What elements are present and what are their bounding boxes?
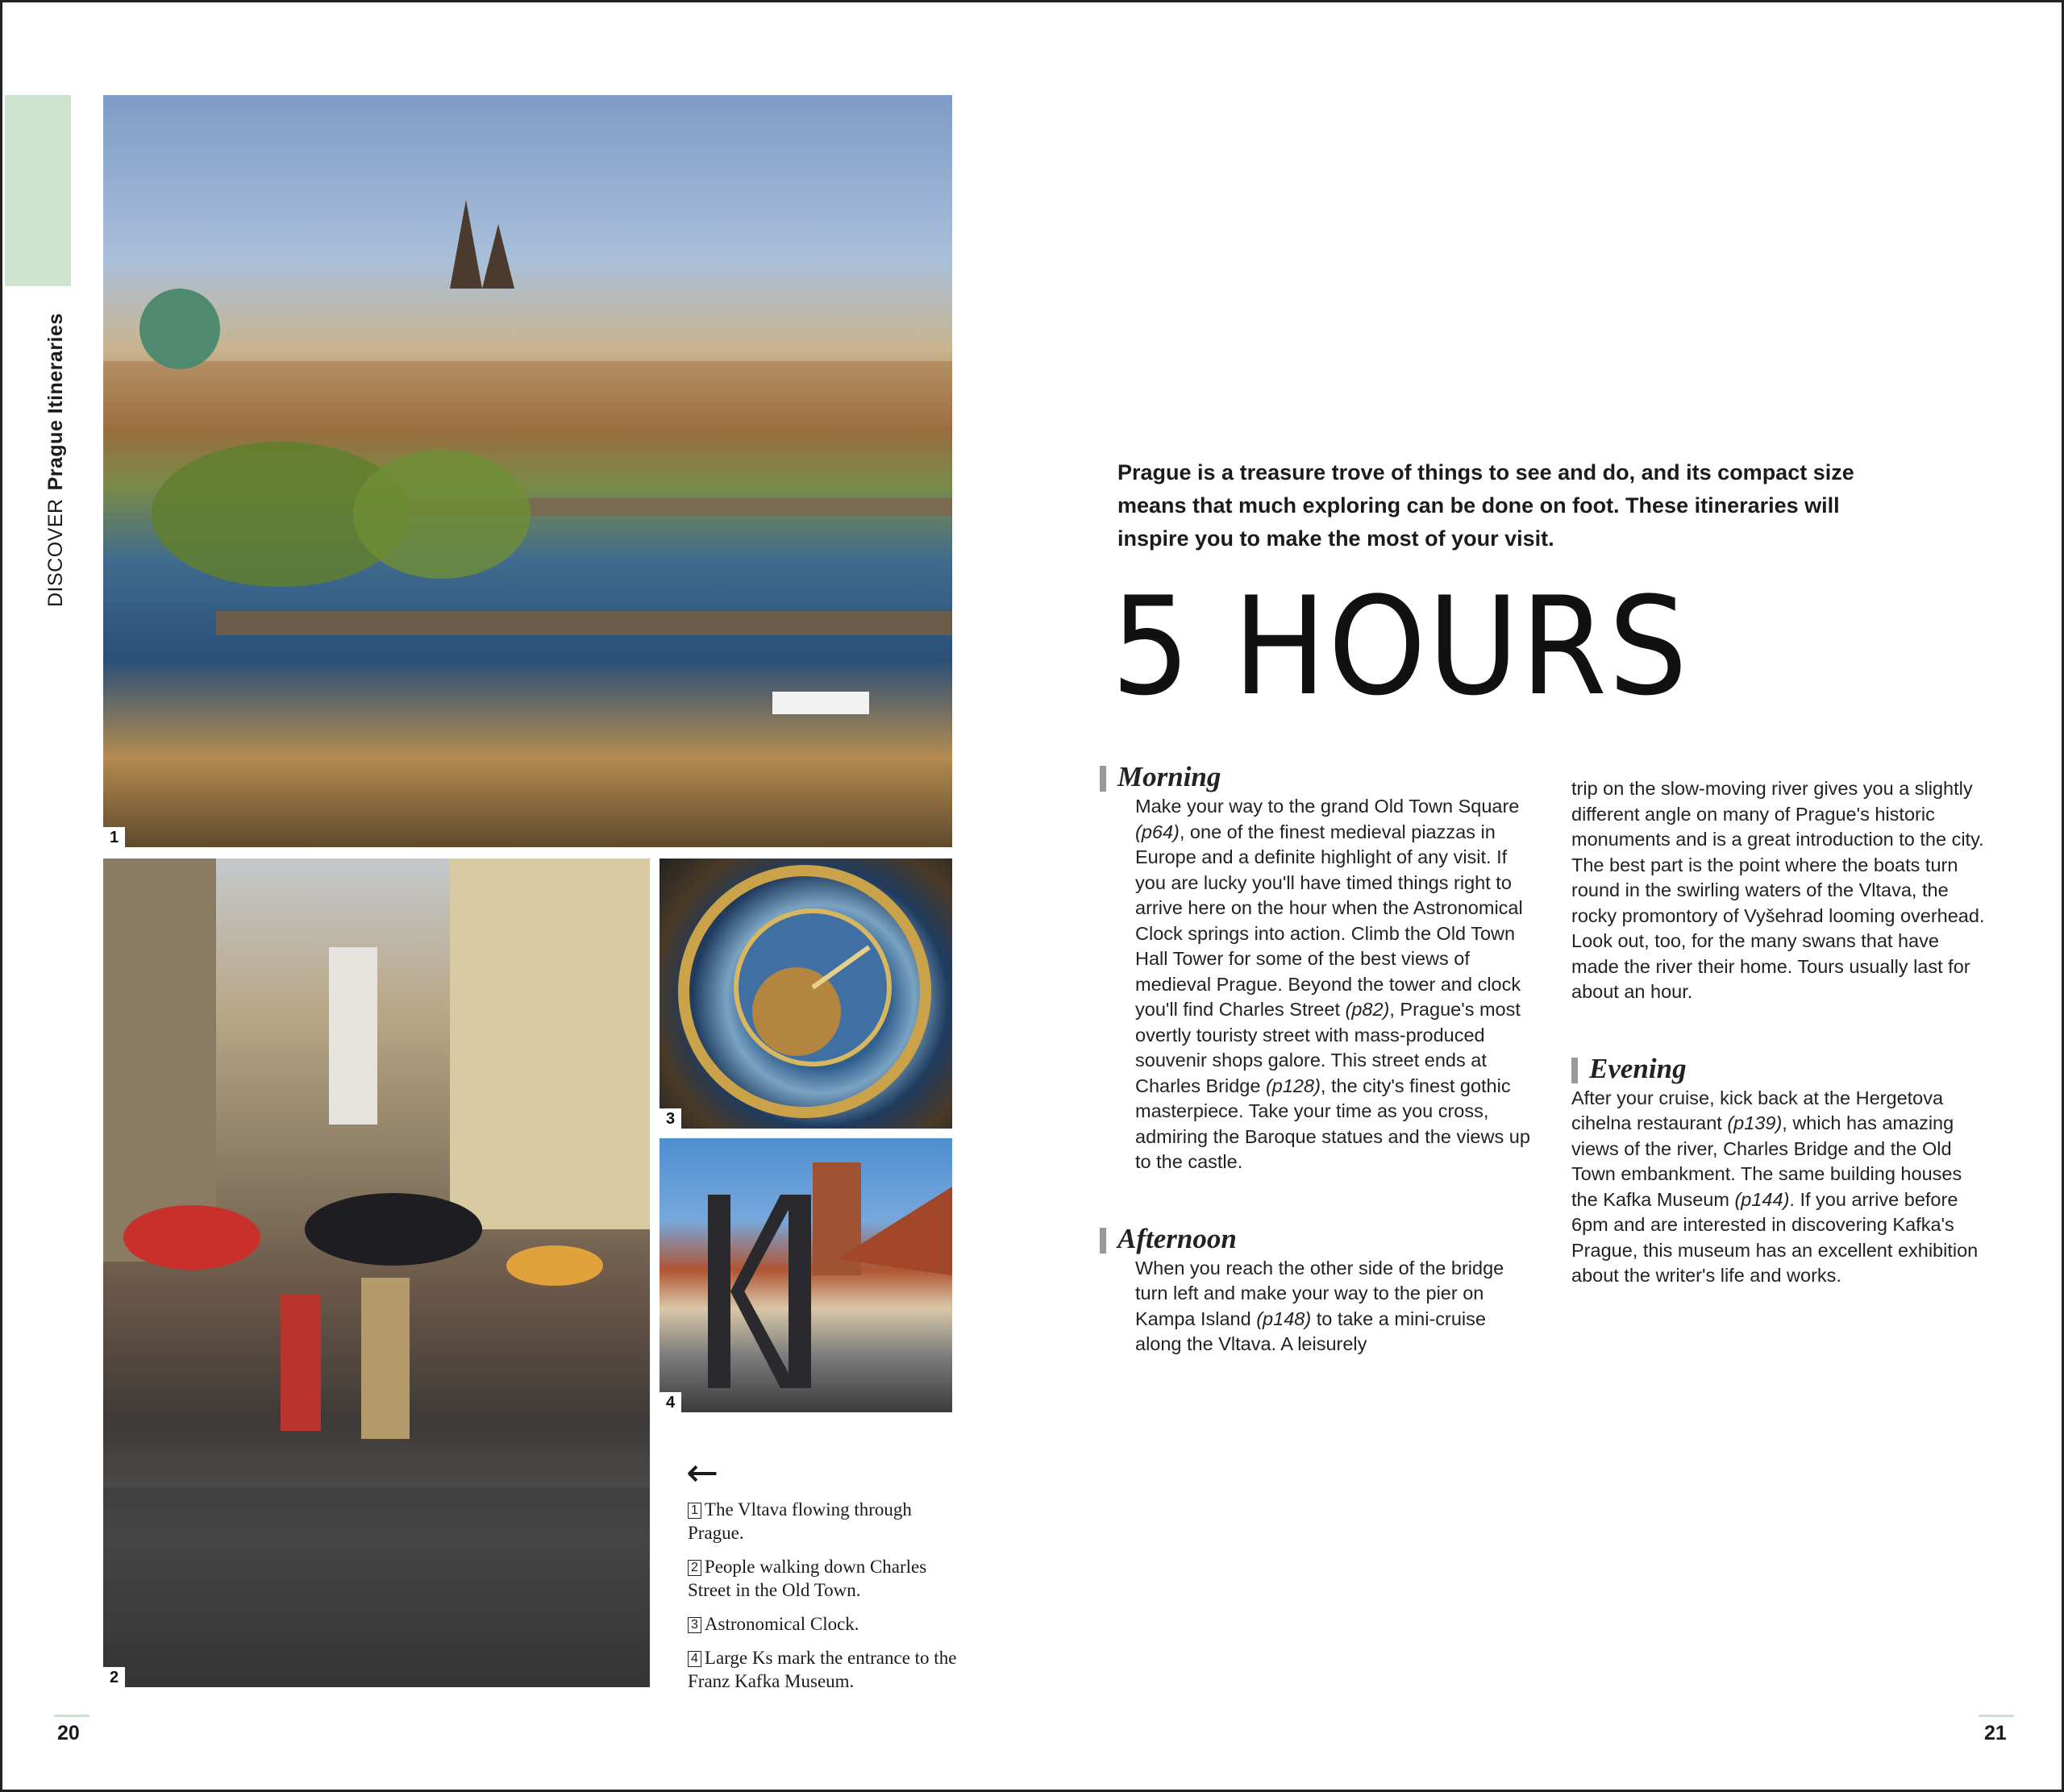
page-number-rule [1979, 1715, 2014, 1717]
body-text: , one of the finest medieval piazzas in Europe and a definite highlight of any visit. If you are lucky you'll have timed things right to arrive here on the hour when the Astronomical Clock springs into action. Climb the Old Town Hall Tower for some of the best views of medieval Prague. Beyond the tower and clock you'll find Charles Street [1135, 821, 1523, 1020]
body-text: , Prague's most overtly touristy street with mass-produced souvenir shops galore. This street ends at Charles Bridge [1135, 999, 1521, 1096]
body-text: , which has amazing views of the river, Charles Bridge and the Old Town embankment. The same building houses the Kafka Museum [1571, 1112, 1962, 1210]
intro-paragraph: Prague is a treasure trove of things to see and do, and its compact size means that much exploring can be done on foot. These itineraries will inspire you to make the most of your visit. [1117, 460, 1854, 551]
photo-number: 2 [103, 1667, 125, 1687]
caption-number: 3 [688, 1617, 701, 1633]
body-text: to take a mini-cruise along the Vltava. A leisurely [1135, 1308, 1486, 1354]
text-column-1 [1117, 760, 1537, 1404]
caption-item [688, 1498, 962, 1545]
photo-captions [688, 1498, 962, 1703]
photo-vltava-river [103, 95, 952, 847]
morning-paragraph [1135, 794, 1537, 1175]
caption-number: 1 [688, 1503, 701, 1519]
body-text: Make your way to the grand Old Town Square [1135, 796, 1520, 817]
page-reference: (p148) [1256, 1308, 1312, 1329]
page-reference: (p128) [1265, 1075, 1321, 1096]
photo-charles-street [103, 859, 650, 1687]
page-reference: (p139) [1727, 1112, 1783, 1133]
photo-vltava-art [103, 95, 952, 847]
page-number-rule [54, 1715, 89, 1717]
section-tab [5, 95, 71, 286]
body-text: . If you arrive before 6pm and are interested in discovering Kafka's Prague, this museum has an excellent exhibition about the writer's life and works. [1571, 1188, 1979, 1286]
evening-paragraph [1571, 1086, 1991, 1289]
page-reference: (p144) [1734, 1188, 1790, 1210]
subheading-evening: Evening [1571, 1052, 1991, 1086]
caption-text: Astronomical Clock. [704, 1614, 859, 1634]
running-head [44, 313, 68, 607]
itinerary-heading: 5 HOURS [1111, 568, 1689, 726]
caption-item [688, 1555, 962, 1602]
caption-text: The Vltava flowing through Prague. [688, 1499, 912, 1543]
photo-astronomical-clock [660, 859, 952, 1129]
photo-number: 1 [103, 827, 125, 847]
afternoon-paragraph [1135, 1256, 1537, 1358]
caption-number: 4 [688, 1651, 701, 1667]
page-number-right: 21 [1984, 1722, 2007, 1744]
text-column-2 [1571, 776, 1991, 1336]
page-reference: (p64) [1135, 821, 1180, 842]
caption-number: 2 [688, 1560, 701, 1576]
caption-text: Large Ks mark the entrance to the Franz Kafka Museum. [688, 1648, 957, 1691]
body-text: After your cruise, kick back at the Hergetova cihelna restaurant [1571, 1087, 1944, 1133]
caption-text: People walking down Charles Street in the Old Town. [688, 1557, 927, 1600]
page-reference: (p82) [1345, 999, 1390, 1020]
subheading-morning: Morning [1100, 760, 1537, 794]
caption-item [688, 1612, 962, 1636]
photo-kafka-museum [660, 1138, 952, 1412]
chapter-title: Prague Itineraries [44, 313, 67, 491]
caption-item [688, 1646, 962, 1693]
photo-clock-art [660, 859, 952, 1129]
subheading-afternoon: Afternoon [1100, 1222, 1537, 1256]
body-text: , the city's finest gothic masterpiece. Take your time as you cross, admiring the Baroque statues and the views up to the castle. [1135, 1075, 1530, 1172]
afternoon-paragraph-continued: trip on the slow-moving river gives you a slightly different angle on many of Prague's historic monuments and is a great introduction to the city. The best part is the point where the boats turn round in the swirling waters of the Vltava, the rocky promontory of Vyšehrad looming overhead. Look out, too, for the many swans that have made the river their home. Tours usually last for about an hour. [1571, 778, 1985, 1002]
photo-number: 4 [660, 1392, 681, 1412]
photo-street-art [103, 859, 650, 1687]
photo-kafka-art [660, 1138, 952, 1412]
section-label: DISCOVER [44, 498, 67, 607]
arrow-left-icon: ← [686, 1450, 719, 1495]
body-text: When you reach the other side of the bridge turn left and make your way to the pier on Kampa Island [1135, 1257, 1504, 1329]
page-number-left: 20 [57, 1722, 80, 1744]
photo-number: 3 [660, 1108, 681, 1129]
